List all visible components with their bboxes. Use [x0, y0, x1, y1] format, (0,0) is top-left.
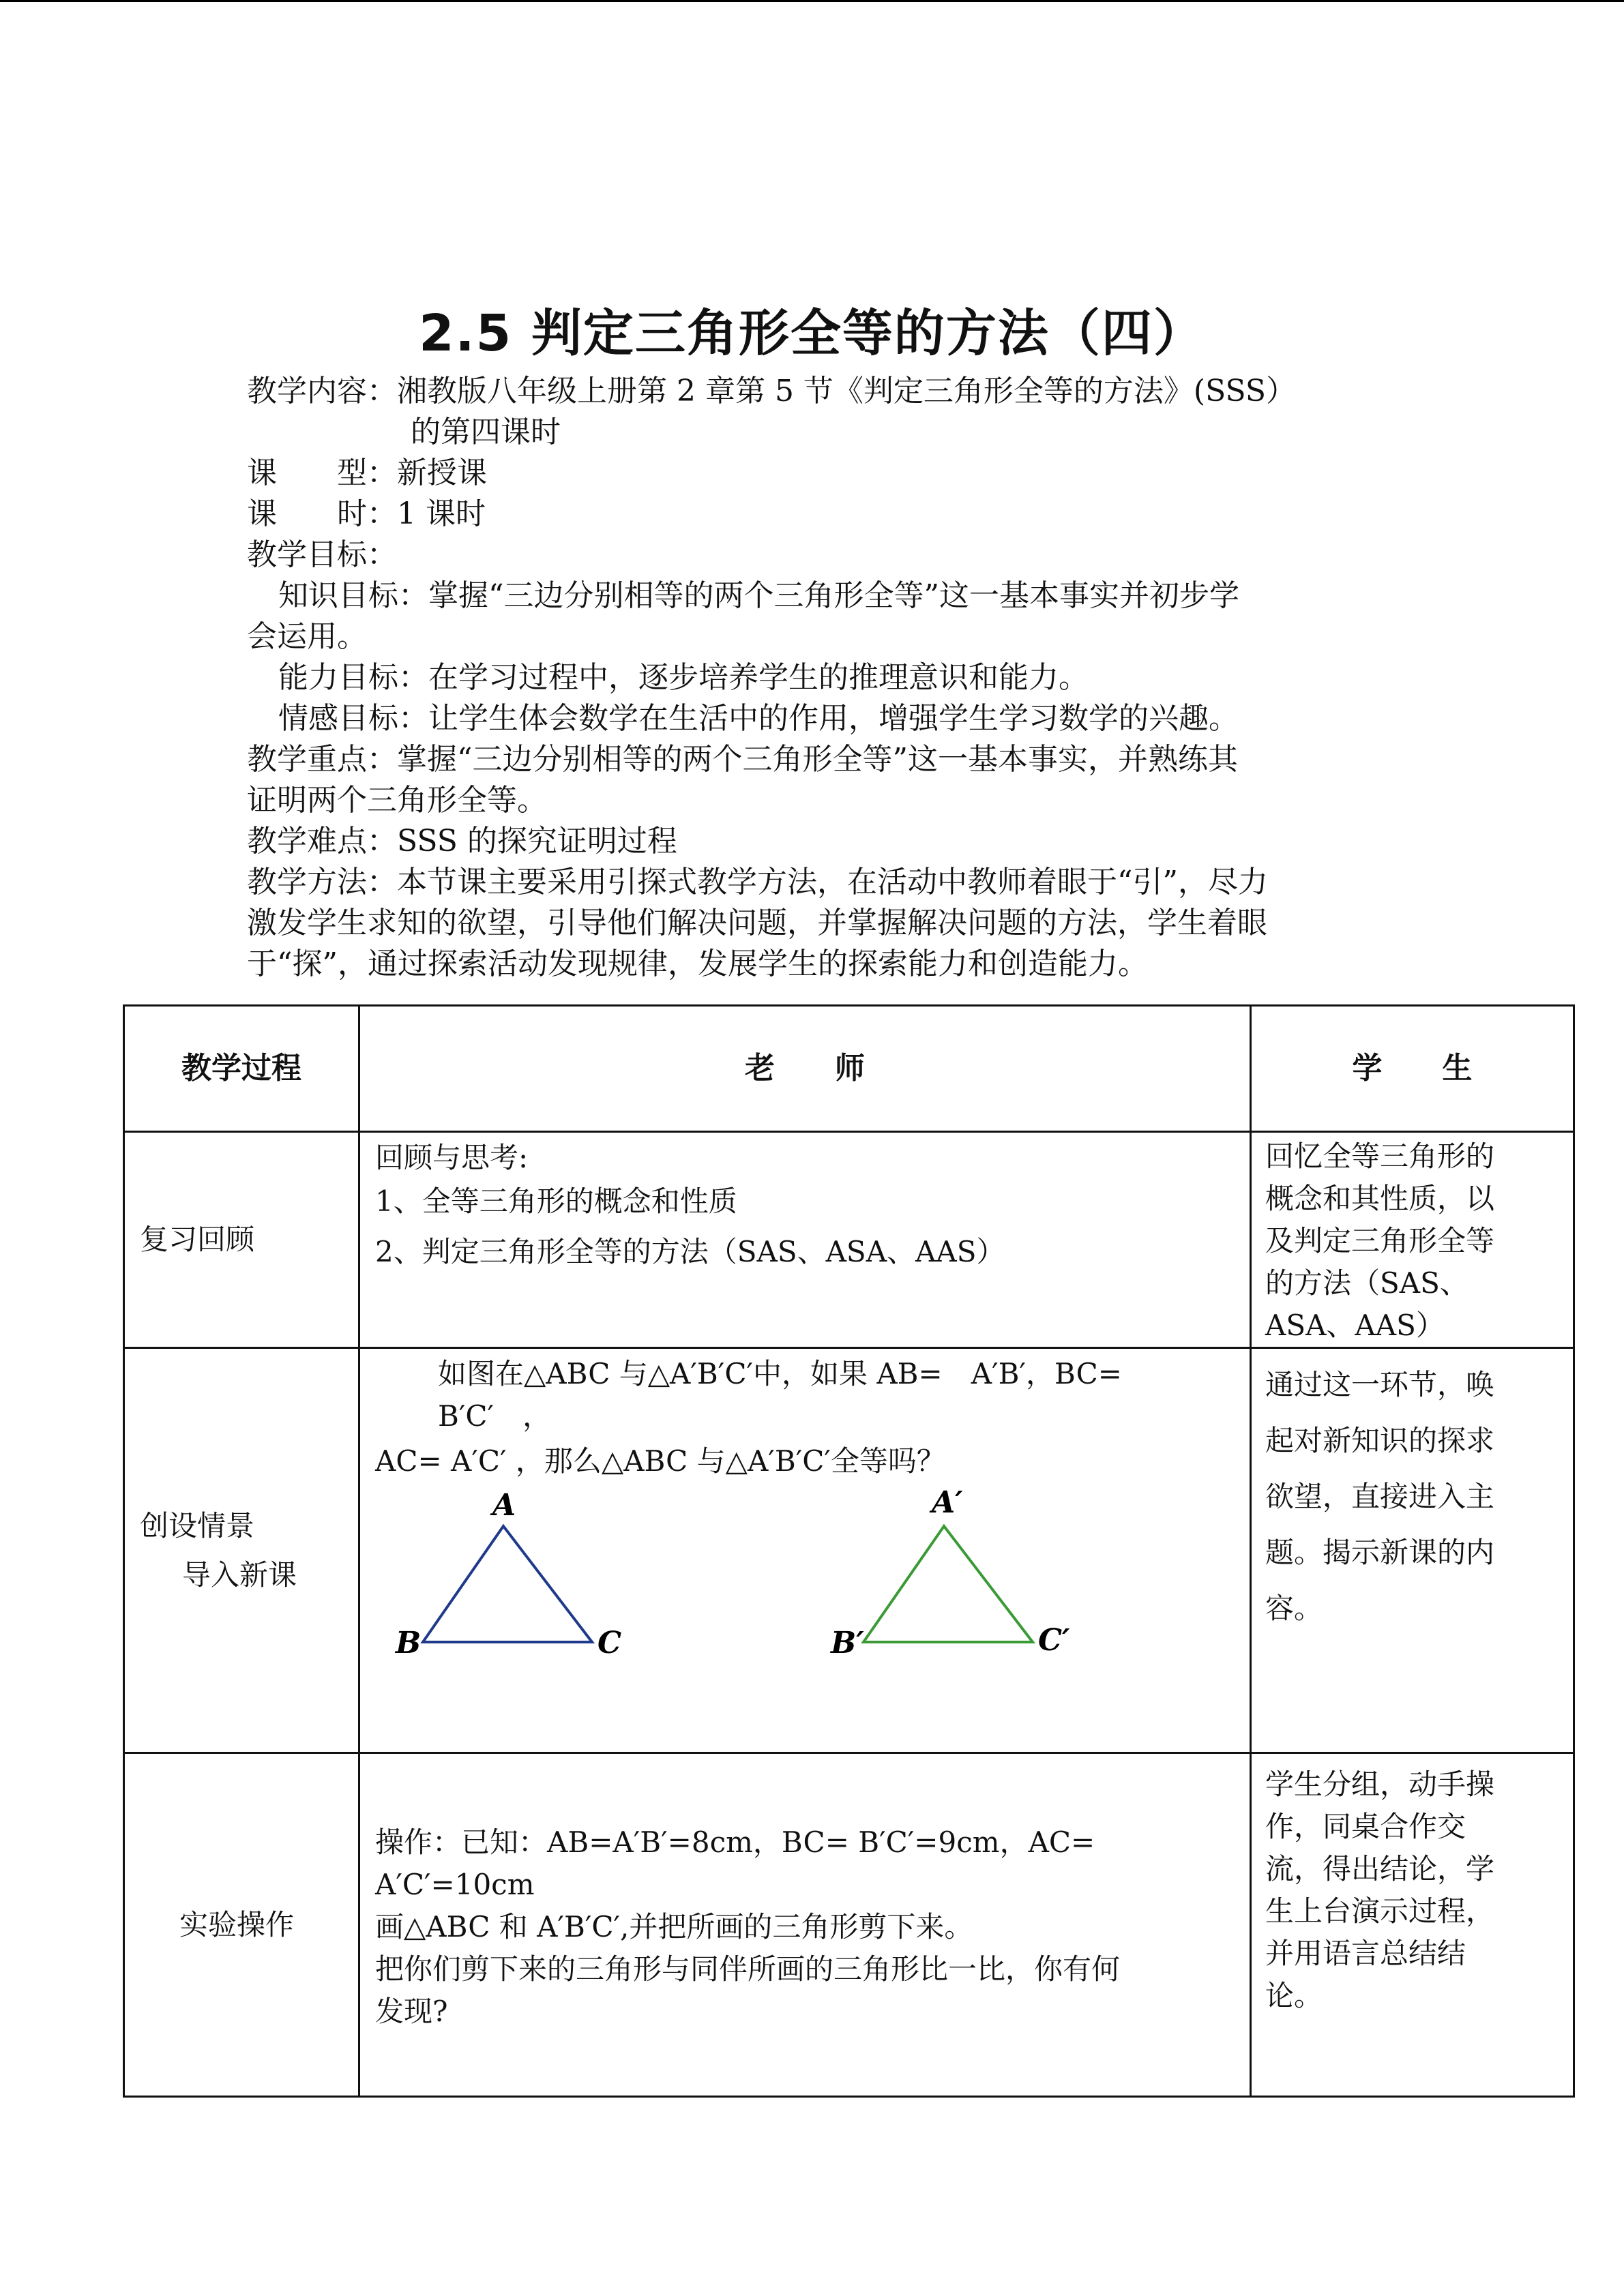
teacher-review-line-3: 2、判定三角形全等的方法（SAS、ASA、AAS）	[375, 1235, 1005, 1268]
header-teacher: 老 师	[359, 1006, 1251, 1132]
student-experiment-line: 论。	[1265, 1979, 1323, 2012]
table-header-row	[124, 1006, 1574, 1132]
process-intro-line-2: 导入新课	[182, 1557, 297, 1592]
document-title: 2.5 判定三角形全等的方法（四）	[419, 304, 1205, 363]
method-line-1: 教学方法：本节课主要采用引探式教学方法，在活动中教师着眼于“引”，尽力	[247, 865, 1268, 899]
top-border-line	[0, 0, 1624, 2]
student-experiment-line: 并用语言总结结	[1265, 1937, 1466, 1970]
vertex-label-c-prime: C′	[1038, 1623, 1070, 1658]
student-intro-line: 起对新知识的探求	[1265, 1424, 1495, 1457]
teacher-review-line-2: 1、全等三角形的概念和性质	[375, 1184, 737, 1218]
knowledge-goal-line-1: 知识目标：掌握“三边分别相等的两个三角形全等”这一基本事实并初步学	[278, 578, 1239, 613]
vertex-label-a: A	[492, 1488, 516, 1523]
teacher-intro-cell	[359, 1348, 1251, 1753]
triangles-figure	[375, 1485, 1235, 1690]
teacher-review-line-1: 回顾与思考:	[375, 1141, 529, 1174]
student-experiment-line: 作，同桌合作交	[1265, 1810, 1466, 1843]
table-row	[124, 1132, 1574, 1348]
teacher-experiment-cell	[359, 1753, 1251, 2097]
student-intro-line: 题。揭示新课的内	[1265, 1536, 1495, 1569]
header-student: 学 生	[1251, 1006, 1574, 1132]
student-intro-line: 欲望，直接进入主	[1265, 1480, 1495, 1513]
student-experiment-cell	[1251, 1753, 1574, 2097]
process-intro-cell	[124, 1348, 359, 1753]
student-experiment-line: 生上台演示过程，	[1265, 1894, 1495, 1928]
teacher-experiment-line-4: 发现?	[375, 1994, 448, 2028]
student-intro-line: 容。	[1265, 1592, 1323, 1625]
triangle-abc-shape	[423, 1526, 592, 1642]
student-intro-cell	[1251, 1348, 1574, 1753]
ability-goal: 能力目标：在学习过程中，逐步培养学生的推理意识和能力。	[278, 660, 1089, 695]
student-review-cell	[1251, 1132, 1574, 1348]
student-review-line: 的方法（SAS、	[1265, 1266, 1468, 1300]
triangle-a2b2c2	[829, 1485, 1070, 1660]
lesson-type: 课 型：新授课	[247, 456, 487, 490]
student-review-line: 回忆全等三角形的	[1265, 1139, 1495, 1173]
key-point-line-2: 证明两个三角形全等。	[247, 783, 547, 818]
goals-label: 教学目标：	[247, 537, 397, 572]
lesson-hours: 课 时：1 课时	[247, 496, 486, 531]
table-row	[124, 1348, 1574, 1753]
vertex-label-c: C	[597, 1626, 622, 1660]
lesson-process-table	[123, 1004, 1575, 2098]
method-line-2: 激发学生求知的欲望，引导他们解决问题，并掌握解决问题的方法，学生着眼	[247, 906, 1267, 940]
key-point-line-1: 教学重点：掌握“三边分别相等的两个三角形全等”这一基本事实，并熟练其	[247, 742, 1238, 777]
triangle-abc	[394, 1488, 621, 1660]
student-intro-line: 通过这一环节，唤	[1265, 1368, 1495, 1401]
student-review-line: 概念和其性质，以	[1265, 1182, 1495, 1215]
student-review-line: ASA、AAS）	[1265, 1309, 1445, 1342]
knowledge-goal-line-2: 会运用。	[247, 619, 367, 654]
vertex-label-a-prime: A′	[932, 1485, 963, 1520]
teacher-review-cell	[359, 1132, 1251, 1348]
teacher-experiment-line-1: 操作：已知：AB=A′B′=8cm，BC= B′C′=9cm，AC= A′C′=10cm	[375, 1825, 1095, 1901]
method-line-3: 于“探”，通过探索活动发现规律，发展学生的探索能力和创造能力。	[247, 946, 1148, 981]
teacher-experiment-line-2: 画△ABC 和 A′B′C′,并把所画的三角形剪下来。	[375, 1909, 973, 1943]
teacher-intro-line-2: AC= A′C′ ，那么△ABC 与△A′B′C′全等吗？	[375, 1444, 945, 1478]
table-row	[124, 1753, 1574, 2097]
vertex-label-b-prime: B′	[831, 1626, 864, 1660]
triangle-a2b2c2-shape	[863, 1526, 1033, 1642]
process-experiment: 实验操作	[124, 1753, 359, 2097]
process-intro-line-1: 创设情景	[140, 1508, 255, 1542]
content-line-2: 的第四课时	[411, 415, 561, 449]
process-review: 复习回顾	[124, 1132, 359, 1348]
difficulty: 教学难点：SSS 的探究证明过程	[247, 824, 677, 859]
teacher-intro-line-1: 如图在△ABC 与△A′B′C′中，如果 AB= A′B′，BC= B′C′ ，	[438, 1357, 1151, 1433]
header-process: 教学过程	[124, 1006, 359, 1132]
student-experiment-line: 学生分组，动手操	[1265, 1768, 1495, 1801]
student-experiment-line: 流，得出结论，学	[1265, 1852, 1495, 1885]
vertex-label-b: B	[396, 1626, 422, 1660]
student-review-line: 及判定三角形全等	[1265, 1224, 1495, 1257]
teacher-experiment-line-3: 把你们剪下来的三角形与同伴所画的三角形比一比，你有何	[375, 1952, 1121, 1986]
content-line-1: 教学内容：湘教版八年级上册第 2 章第 5 节《判定三角形全等的方法》(SSS）	[247, 374, 1296, 408]
emotion-goal: 情感目标：让学生体会数学在生活中的作用，增强学生学习数学的兴趣。	[278, 701, 1239, 736]
